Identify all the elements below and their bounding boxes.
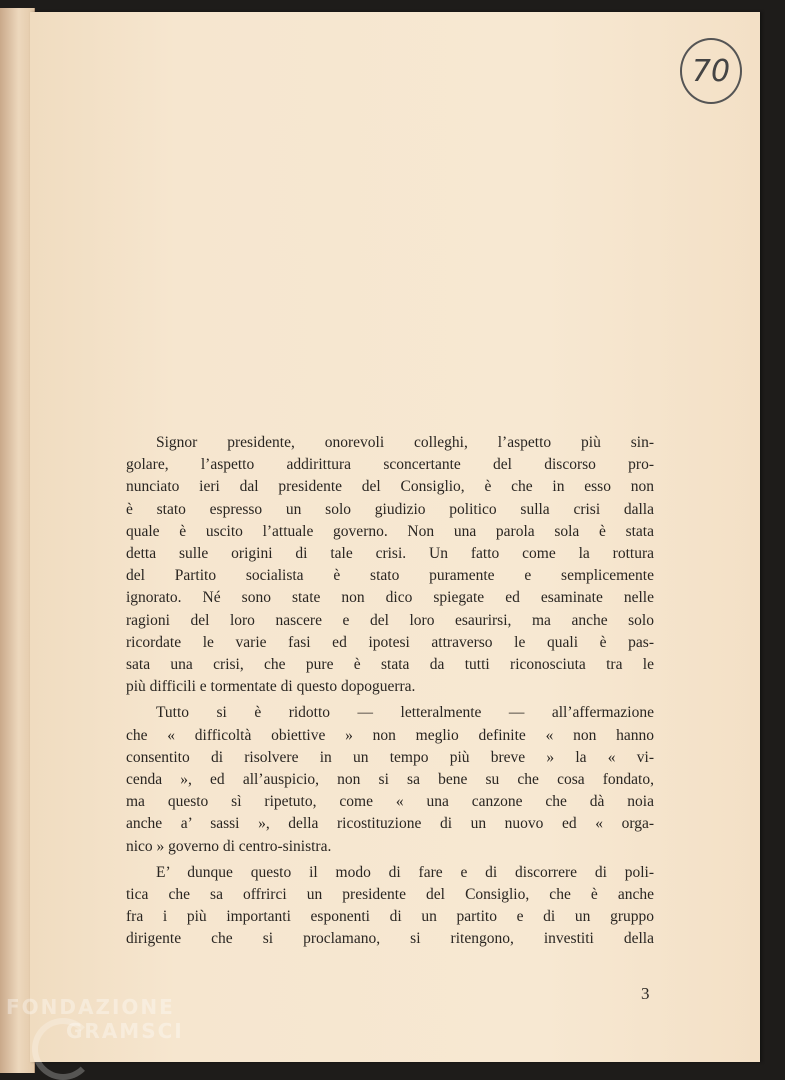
body-text: [126, 432, 654, 951]
paragraph-2: [126, 702, 654, 857]
text-line: detta sulle origini di tale crisi. Un fatto come la rottura: [126, 545, 654, 563]
watermark-line-2: GRAMSCI: [66, 1019, 184, 1043]
text-line: dirigente che si proclamano, si ritengono, investiti della: [126, 930, 654, 948]
text-line: ignorato. Né sono state non dico spiegate ed esaminate nelle: [126, 589, 654, 607]
text-line: E’ dunque questo il modo di fare e di discorrere di poli-: [156, 863, 654, 881]
text-line: cenda », ed all’auspicio, non si sa bene su che cosa fondato,: [126, 771, 654, 789]
text-line: anche a’ sassi », della ricostituzione di un nuovo ed « orga-: [126, 815, 654, 833]
text-line: Tutto si è ridotto — letteralmente — all’affermazione: [156, 704, 654, 722]
text-line: ma questo sì ripetuto, come « una canzone che dà noia: [126, 793, 654, 811]
text-line: golare, l’aspetto addirittura sconcertante del discorso pro-: [126, 456, 654, 474]
paragraph-3: [126, 862, 654, 951]
text-line: più difficili e tormentate di questo dopoguerra.: [126, 678, 416, 696]
text-line: nico » governo di centro-sinistra.: [126, 837, 332, 855]
text-line: che « difficoltà obiettive » non meglio definite « non hanno: [126, 726, 654, 744]
handwritten-page-number: 70: [680, 38, 742, 104]
text-line: ragioni del loro nascere e del loro esaurirsi, ma anche solo: [126, 611, 654, 629]
text-line: sata una crisi, che pure è stata da tutti riconosciuta tra le: [126, 656, 654, 674]
watermark: [6, 995, 184, 1043]
text-line: nunciato ieri dal presidente del Consiglio, è che in esso non: [126, 478, 654, 496]
text-line: tica che sa offrirci un presidente del Consiglio, che è anche: [126, 886, 654, 904]
text-line: quale è uscito l’attuale governo. Non una parola sola è stata: [126, 522, 654, 540]
page-folio-number: 3: [641, 984, 650, 1003]
watermark-line-1: FONDAZIONE: [6, 995, 175, 1019]
text-line: fra i più importanti esponenti di un partito e di un gruppo: [126, 908, 654, 926]
paragraph-1: [126, 432, 654, 698]
text-line: consentito di risolvere in un tempo più breve » la « vi-: [126, 748, 654, 766]
text-line: è stato espresso un solo giudizio politico sulla crisi dalla: [126, 500, 654, 518]
text-line: Signor presidente, onorevoli colleghi, l’aspetto più sin-: [156, 434, 654, 451]
text-line: ricordate le varie fasi ed ipotesi attraverso le quali è pas-: [126, 633, 654, 651]
text-line: del Partito socialista è stato puramente e semplicemente: [126, 567, 654, 585]
